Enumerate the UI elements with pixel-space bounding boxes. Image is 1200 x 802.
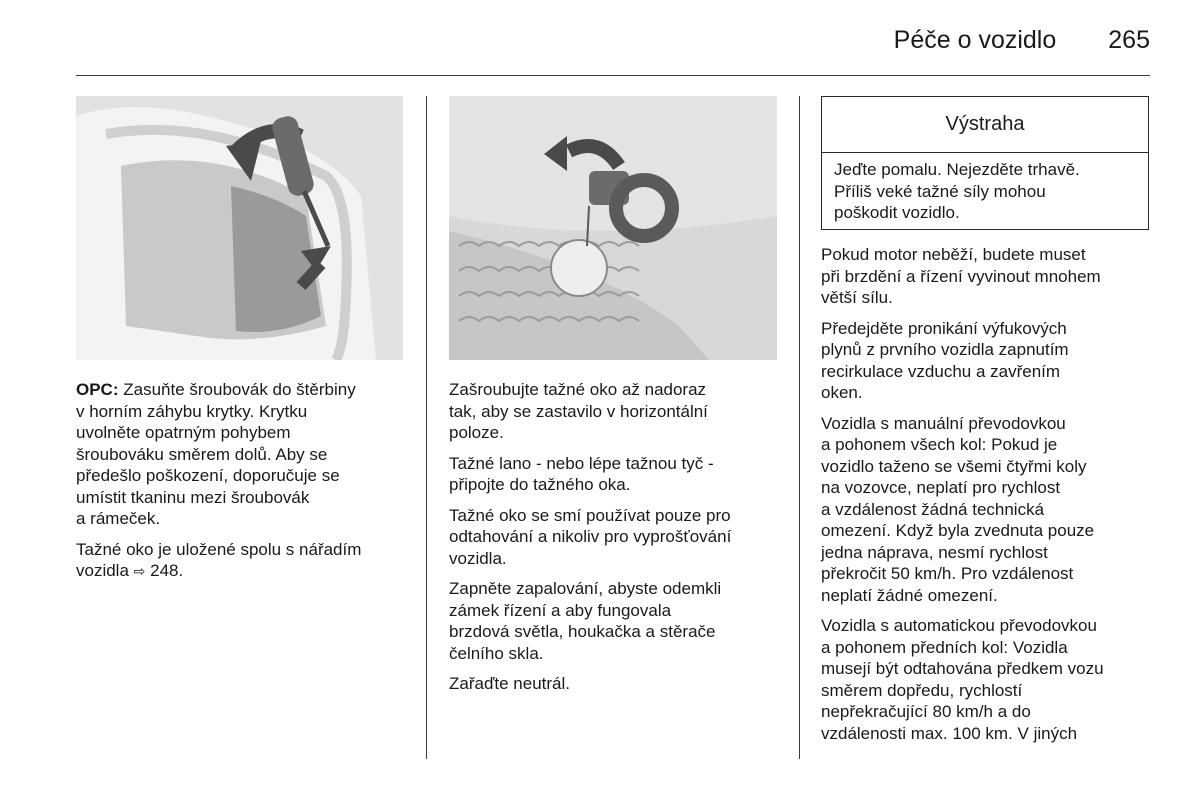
paragraph: Tažné oko je uložené spolu s nářadím vozidla ⇨ 248. — [76, 539, 362, 580]
page-number: 265 — [1108, 26, 1150, 54]
towing-eye-icon — [449, 96, 777, 360]
column3-text — [821, 244, 1161, 753]
towing-eye-figure — [449, 96, 777, 360]
warning-text: Jeďte pomalu. Nejezděte trhavě. Příliš veké tažné síly mohou poškodit vozidlo. — [834, 160, 1080, 222]
opc-label: OPC: — [76, 380, 119, 399]
screwdriver-cover-figure — [76, 96, 403, 360]
paragraph: Tažné oko se smí používat pouze pro odtahování a nikoliv pro vyprošťování vozidla. — [449, 505, 732, 568]
paragraph: Zapněte zapalování, abyste odemkli zámek řízení a aby fungovala brzdová světla, houkačka a stěrače čelního skla. — [449, 579, 722, 663]
paragraph: Vozidla s manuální převodovkou a pohonem všech kol: Pokud je vozidlo taženo se všemi čtyřmi koly na vozovce, neplatí pro rychlost a vzdálenost žádná technická omezení. Když byla zvednuta pouze jedna náprava, nesmí rychlost překročit 50 km/h. Pro vzdálenost neplatí žádné omezení. — [821, 413, 1095, 605]
paragraph: Zařaďte neutrál. — [449, 674, 571, 693]
paragraph: Zašroubujte tažné oko až nadoraz tak, aby se zastavilo v horizontální poloze. — [449, 380, 708, 442]
warning-box — [821, 96, 1149, 230]
column-divider-1 — [426, 96, 427, 759]
section-title: Péče o vozidlo — [893, 26, 1057, 54]
paragraph: Předejděte pronikání výfukových plynů z prvního vozidla zapnutím recirkulace vzduchu a zavřením oken. — [821, 318, 1069, 402]
warning-title: Výstraha — [822, 97, 1148, 153]
column-divider-2 — [799, 96, 800, 759]
header-rule — [76, 75, 1150, 76]
column1-text — [76, 379, 416, 593]
paragraph: Tažné lano - nebo lépe tažnou tyč - připojte do tažného oka. — [449, 453, 714, 494]
page-header — [894, 26, 1150, 58]
paragraph: Pokud motor neběží, budete muset při brzdění a řízení vyvinout mnohem větší sílu. — [821, 245, 1101, 307]
paragraph: Vozidla s automatickou převodovkou a pohonem předních kol: Vozidla musejí být odtahována předkem vozu směrem dopředu, rychlostí nepřekračující 80 km/h a do vzdálenosti max. 100 km. V jiných — [821, 616, 1104, 743]
screwdriver-icon — [76, 96, 403, 360]
page-reference: 248. — [150, 561, 184, 580]
paragraph: OPC: Zasuňte šroubovák do štěrbiny v horním záhybu krytky. Krytku uvolněte opatrným pohybem šroubováku směrem dolů. Aby se předešlo poškození, doporučuje se umístit tkaninu mezi šroubovák a rámeček. — [76, 380, 356, 528]
column2-text — [449, 379, 794, 704]
page-reference-icon: ⇨ — [133, 564, 146, 580]
